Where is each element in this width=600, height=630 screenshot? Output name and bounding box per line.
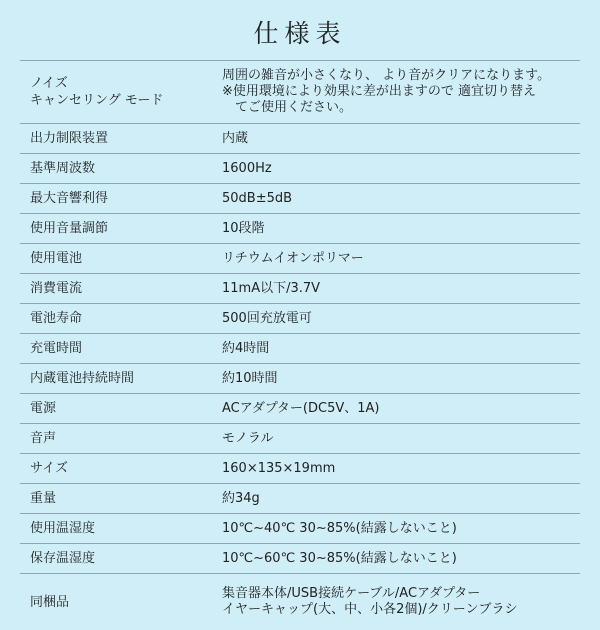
spec-value: 内蔵 xyxy=(222,130,249,146)
spec-label: 出力制限装置 xyxy=(30,131,109,146)
spec-value: リチウムイオンポリマー xyxy=(222,250,364,266)
spec-row xyxy=(20,303,580,333)
spec-label: 使用電池 xyxy=(30,251,83,266)
spec-row xyxy=(20,483,580,513)
spec-row xyxy=(20,573,580,630)
spec-value: 約4時間 xyxy=(222,340,270,356)
spec-row xyxy=(20,393,580,423)
spec-label: 内蔵電池持続時間 xyxy=(30,371,135,386)
spec-row xyxy=(20,213,580,243)
spec-value: 160×135×19mm xyxy=(222,460,336,476)
page-title: 仕様表 xyxy=(253,19,347,48)
spec-label: 最大音響利得 xyxy=(30,191,109,206)
spec-row xyxy=(20,60,580,123)
spec-value: モノラル xyxy=(222,430,274,446)
spec-row xyxy=(20,423,580,453)
spec-value: ACアダプター(DC5V、1A) xyxy=(222,400,380,416)
spec-value: 10℃~60℃ 30~85%(結露しないこと) xyxy=(222,550,457,566)
spec-value: 周囲の雑音が小さくなり、 より音がクリアになります。 ※使用環境により効果に差が出ますので 適宜切り替え てご使用ください。 xyxy=(222,68,551,115)
spec-label: 電源 xyxy=(30,401,57,416)
spec-label: サイズ xyxy=(30,461,68,476)
spec-row xyxy=(20,273,580,303)
spec-value: 約10時間 xyxy=(222,370,278,386)
spec-label: ノイズ キャンセリング モード xyxy=(30,76,164,108)
spec-value: 10段階 xyxy=(222,220,265,236)
spec-value: 500回充放電可 xyxy=(222,310,312,326)
spec-label: 同梱品 xyxy=(30,594,70,610)
spec-label: 使用温湿度 xyxy=(30,521,96,536)
spec-value: 11mA以下/3.7V xyxy=(222,280,321,296)
spec-row xyxy=(20,333,580,363)
spec-label: 消費電流 xyxy=(30,281,83,296)
spec-row xyxy=(20,543,580,573)
spec-row xyxy=(20,513,580,543)
spec-label: 重量 xyxy=(30,491,57,506)
spec-value: 約34g xyxy=(222,490,260,506)
spec-value: 1600Hz xyxy=(222,160,272,176)
spec-value: 50dB±5dB xyxy=(222,190,293,206)
spec-label: 電池寿命 xyxy=(30,311,83,326)
spec-label: 使用音量調節 xyxy=(30,221,109,236)
spec-label: 充電時間 xyxy=(30,341,83,356)
spec-label: 保存温湿度 xyxy=(30,551,96,566)
spec-label: 基準周波数 xyxy=(30,161,96,176)
spec-row xyxy=(20,363,580,393)
spec-row xyxy=(20,453,580,483)
spec-label: 音声 xyxy=(30,431,57,446)
spec-row xyxy=(20,123,580,153)
spec-row xyxy=(20,153,580,183)
spec-table xyxy=(20,60,580,630)
spec-value: 集音器本体/USB接続ケーブル/ACアダプター イヤーキャップ(大、中、小各2個)/クリーンブラシ xyxy=(222,586,518,617)
spec-value: 10℃~40℃ 30~85%(結露しないこと) xyxy=(222,520,457,536)
spec-row xyxy=(20,183,580,213)
spec-row xyxy=(20,243,580,273)
